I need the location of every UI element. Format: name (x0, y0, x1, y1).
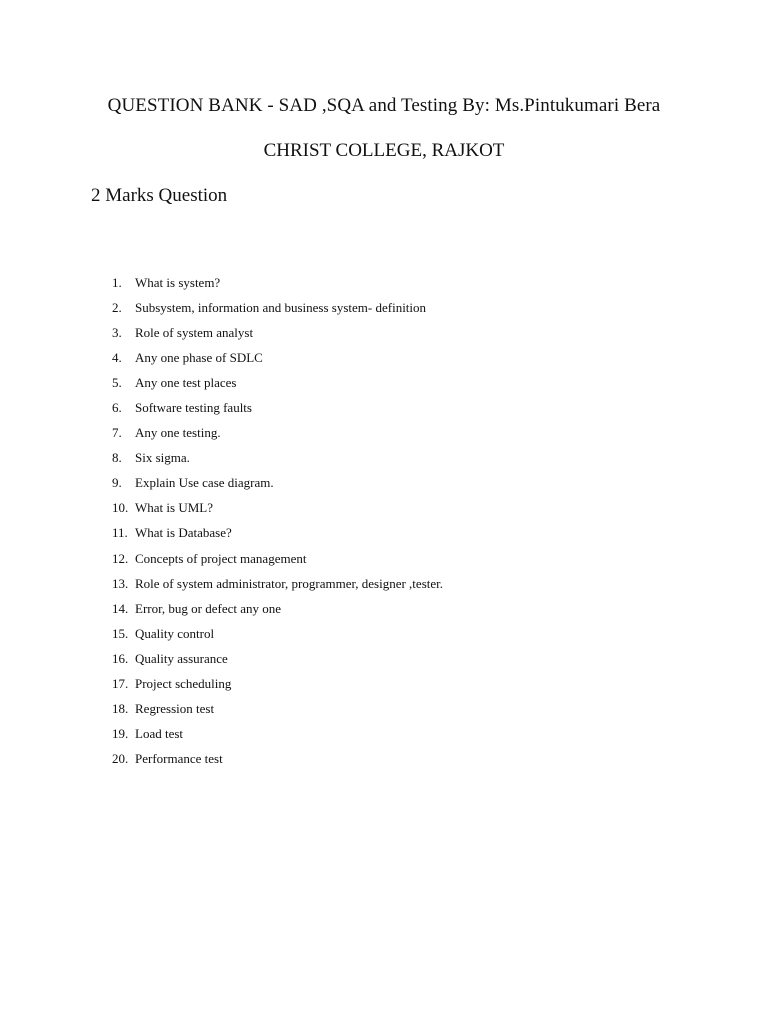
question-text: What is system? (135, 275, 221, 290)
question-number: 19. (112, 725, 129, 741)
question-number: 7. (112, 425, 122, 441)
question-text: Role of system administrator, programmer, designer ,tester. (135, 575, 443, 591)
question-text: Concepts of project management (135, 550, 307, 566)
question-number: 17. (112, 675, 129, 691)
question-text: Any one testing. (135, 425, 221, 441)
question-number: 16. (112, 650, 129, 666)
question-number: 14. (112, 600, 129, 616)
question-number: 12. (112, 550, 129, 566)
question-number: 13. (112, 575, 129, 591)
question-number: 10. (112, 500, 129, 516)
question-number: 18. (112, 700, 129, 716)
question-text: What is Database? (135, 525, 232, 541)
question-number: 20. (112, 750, 129, 766)
question-text: Performance test (135, 750, 223, 766)
question-number: 2. (112, 300, 122, 316)
question-text: Explain Use case diagram. (135, 475, 274, 491)
question-number: 6. (112, 400, 122, 416)
institution-name: CHRIST COLLEGE, RAJKOT (263, 140, 505, 161)
question-number: 9. (112, 475, 122, 491)
question-number: 15. (112, 625, 129, 641)
question-number: 11. (112, 525, 128, 541)
question-number: 5. (112, 375, 122, 391)
question-number: 8. (112, 450, 122, 466)
question-text: Load test (135, 725, 184, 741)
question-text: Role of system analyst (135, 325, 254, 341)
question-text: Six sigma. (135, 450, 190, 466)
question-number: 4. (112, 350, 122, 366)
question-text: Software testing faults (135, 400, 252, 416)
question-text: Project scheduling (135, 675, 232, 691)
question-text: Quality assurance (135, 650, 228, 666)
question-text: Regression test (135, 700, 215, 716)
section-heading: 2 Marks Question (91, 185, 228, 206)
question-text: Any one phase of SDLC (135, 350, 263, 366)
question-text: Subsystem, information and business system- definition (135, 300, 427, 316)
question-text: Quality control (135, 625, 215, 641)
question-text: Error, bug or defect any one (135, 600, 282, 616)
question-number: 1. (112, 275, 122, 290)
question-text: Any one test places (135, 375, 237, 391)
page-title: QUESTION BANK - SAD ,SQA and Testing By: Ms.Pintukumari Bera (107, 95, 661, 116)
question-number: 3. (112, 325, 122, 341)
question-text: What is UML? (135, 500, 213, 516)
